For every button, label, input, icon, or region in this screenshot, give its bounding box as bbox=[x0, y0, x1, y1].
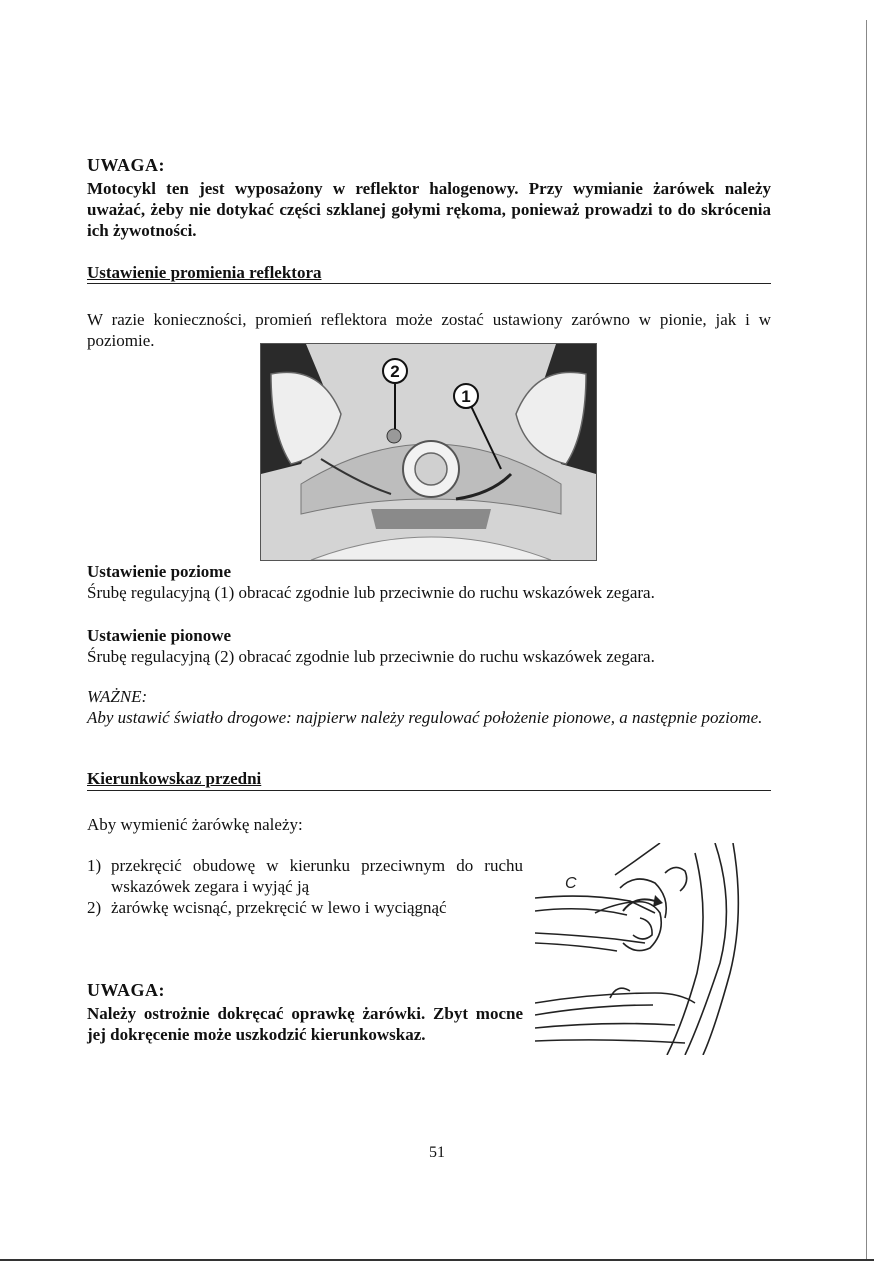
turn-signal-illustration bbox=[535, 843, 750, 1055]
horizontal-text: Śrubę regulacyjną (1) obracać zgodnie lub przeciwnie do ruchu wskazówek zegara. bbox=[87, 583, 655, 602]
important-heading: WAŻNE: bbox=[87, 687, 148, 706]
turn-signal-diagram bbox=[535, 843, 750, 1055]
section-turn-signal-divider bbox=[87, 790, 771, 791]
vertical-title: Ustawienie pionowe bbox=[87, 626, 232, 645]
callout-1: 1 bbox=[461, 387, 471, 406]
headlight-illustration bbox=[261, 344, 596, 560]
vertical-adjustment bbox=[87, 625, 771, 667]
step-list bbox=[87, 855, 523, 918]
step-text: żarówkę wcisnąć, przekręcić w lewo i wyciągnąć bbox=[111, 898, 447, 917]
scan-edge-right bbox=[866, 20, 867, 1260]
headlight-photo bbox=[260, 343, 597, 561]
note-2 bbox=[87, 980, 523, 1045]
section-headlight-intro: W razie konieczności, promień reflektora może zostać ustawiony zarówno w pionie, jak i w poziomie. bbox=[87, 310, 771, 350]
important-note bbox=[87, 686, 771, 728]
note-2-text: Należy ostrożnie dokręcać oprawkę żarówki. Zbyt mocne jej dokręcenie może uszkodzić kierunkowskaz. bbox=[87, 1004, 523, 1044]
scan-edge-bottom bbox=[0, 1259, 874, 1261]
note-1-heading: UWAGA: bbox=[87, 155, 165, 175]
horizontal-title: Ustawienie poziome bbox=[87, 562, 232, 581]
list-item bbox=[87, 855, 523, 897]
step-text: przekręcić obudowę w kierunku przeciwnym do ruchu wskazówek zegara i wyjąć ją bbox=[111, 856, 523, 896]
important-text: Aby ustawić światło drogowe: najpierw należy regulować położenie pionowe, a następnie poziome. bbox=[87, 708, 763, 727]
callout-2: 2 bbox=[390, 362, 400, 381]
section-headlight-divider bbox=[87, 283, 771, 284]
note-2-heading: UWAGA: bbox=[87, 980, 165, 1000]
step-number: 2) bbox=[87, 898, 102, 917]
note-1-text: Motocykl ten jest wyposażony w reflektor halogenowy. Przy wymianie żarówek należy uważać, żeby nie dotykać części szklanej gołymi rękoma, ponieważ prowadzi to do skrócenia ich żywotności. bbox=[87, 179, 771, 240]
section-turn-signal-intro: Aby wymienić żarówkę należy: bbox=[87, 815, 303, 834]
page-number: 51 bbox=[429, 1144, 445, 1161]
section-turn-signal-title: Kierunkowskaz przedni bbox=[87, 769, 262, 788]
note-1 bbox=[87, 155, 771, 241]
label-c: C bbox=[565, 875, 577, 892]
list-item bbox=[87, 897, 523, 918]
section-headlight-title: Ustawienie promienia reflektora bbox=[87, 263, 322, 282]
horizontal-adjustment bbox=[87, 561, 771, 603]
step-number: 1) bbox=[87, 856, 102, 875]
vertical-text: Śrubę regulacyjną (2) obracać zgodnie lub przeciwnie do ruchu wskazówek zegara. bbox=[87, 647, 655, 666]
